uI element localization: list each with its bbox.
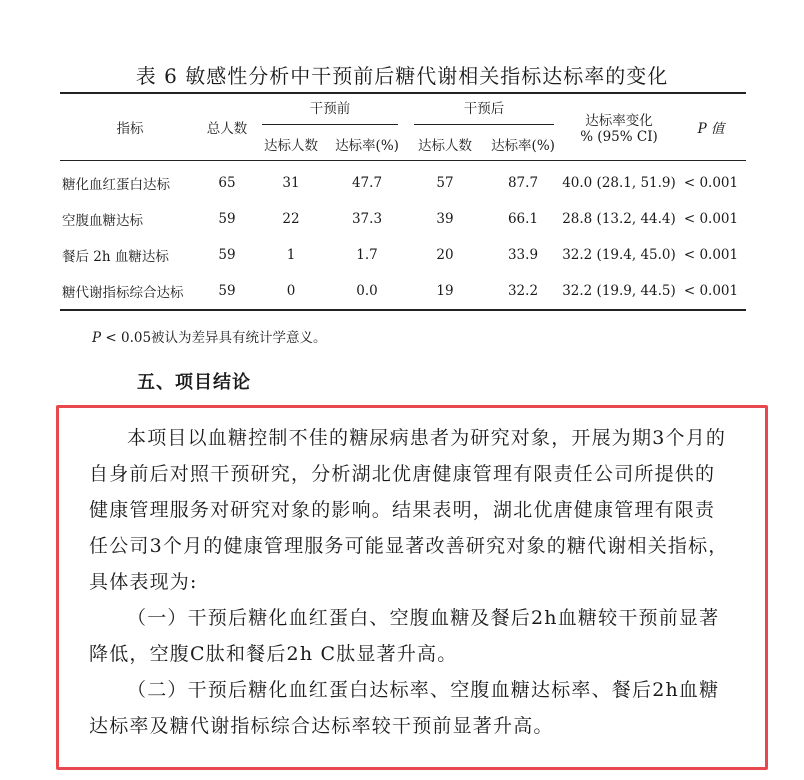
table-row (60, 161, 746, 202)
cell-post-rate: 87.7 (507, 175, 539, 191)
cell-pre-count: 0 (254, 273, 328, 310)
cell-post-count: 57 (436, 175, 454, 191)
cell-p: < 0.001 (683, 175, 739, 191)
cell-post-rate: 33.9 (507, 247, 539, 263)
cell-pre-rate: 1.7 (356, 247, 378, 263)
header-post-group-label: 干预后 (414, 97, 554, 125)
table-row (60, 201, 746, 237)
table-title: 表 6 敏感性分析中干预前后糖代谢相关指标达标率的变化 (135, 64, 669, 88)
header-pre-count: 达标人数 (254, 128, 328, 161)
cell-post-rate: 32.2 (484, 273, 562, 310)
cell-pre-rate: 0.0 (328, 273, 406, 310)
cell-post-count: 20 (436, 247, 454, 263)
header-change-ci: % (95% CI) (580, 129, 658, 145)
cell-p: < 0.001 (683, 247, 739, 263)
table-footnote (92, 326, 327, 346)
cell-post-rate: 66.1 (507, 211, 539, 227)
cell-pre-rate: 47.7 (351, 175, 383, 191)
row-label: 糖代谢指标综合达标 (60, 273, 200, 310)
header-post-rate: 达标率(%) (484, 128, 562, 161)
footnote-p-symbol: P (92, 330, 102, 346)
header-post-group (406, 93, 562, 128)
conclusion-paragraph-2: （一）干预后糖化血红蛋白、空腹血糖及餐后2h血糖较干预前显著降低，空腹C肽和餐后2h C肽显著升高。 (89, 607, 720, 665)
header-pre-rate: 达标率(%) (328, 128, 406, 161)
cell-total: 59 (200, 273, 254, 310)
header-change-label: 达标率变化 (585, 113, 653, 129)
row-label: 糖化血红蛋白达标 (62, 177, 170, 193)
cell-change: 32.2 (19.4, 45.0) (562, 247, 676, 263)
row-label: 餐后 2h 血糖达标 (62, 249, 169, 265)
cell-change: 32.2 (19.9, 44.5) (562, 273, 676, 310)
results-table (60, 92, 746, 311)
header-pre-group (254, 93, 406, 128)
row-label: 空腹血糖达标 (62, 213, 143, 229)
footnote-text: < 0.05被认为差异具有统计学意义。 (101, 330, 327, 346)
section-heading: 五、项目结论 (137, 372, 251, 393)
cell-post-count: 19 (406, 273, 484, 310)
cell-change: 28.8 (13.2, 44.4) (562, 211, 676, 227)
cell-post-count: 39 (436, 211, 454, 227)
results-table-container (60, 92, 746, 311)
cell-total: 59 (218, 211, 236, 227)
cell-pre-count: 22 (282, 211, 300, 227)
header-change (562, 93, 676, 161)
cell-p: < 0.001 (676, 273, 746, 310)
table-row (60, 237, 746, 273)
cell-pre-count: 31 (282, 175, 300, 191)
conclusion-text (89, 420, 729, 744)
header-pre-group-label: 干预前 (262, 97, 398, 125)
cell-total: 65 (218, 175, 236, 191)
cell-p: < 0.001 (683, 211, 739, 227)
cell-total: 59 (218, 247, 236, 263)
header-p-value: P 值 (676, 93, 746, 161)
cell-pre-count: 1 (286, 247, 296, 263)
conclusion-paragraph-3: （二）干预后糖化血红蛋白达标率、空腹血糖达标率、餐后2h血糖达标率及糖代谢指标综合达标率较干预前显著升高。 (89, 679, 720, 737)
header-post-count: 达标人数 (406, 128, 484, 161)
conclusion-paragraph-1: 本项目以血糖控制不佳的糖尿病患者为研究对象，开展为期3个月的自身前后对照干预研究，分析湖北优唐健康管理有限责任公司所提供的健康管理服务对研究对象的影响。结果表明，湖北优唐健康管理有限责任公司3个月的健康管理服务可能显著改善研究对象的糖代谢相关指标，具体表现为: (89, 427, 729, 593)
cell-change: 40.0 (28.1, 51.9) (562, 175, 676, 191)
cell-pre-rate: 37.3 (351, 211, 383, 227)
header-total: 总人数 (200, 93, 254, 161)
header-indicator: 指标 (60, 93, 200, 161)
table-row (60, 273, 746, 310)
